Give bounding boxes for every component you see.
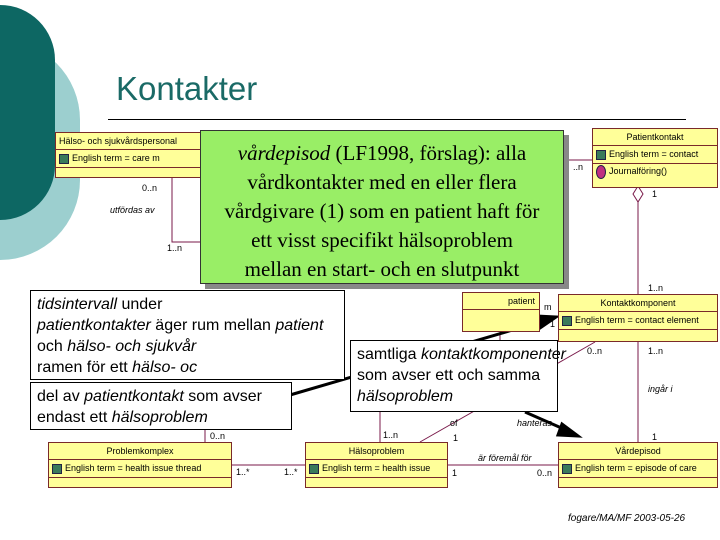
role-label: hanteras: [517, 418, 553, 428]
line-personal-contact: [172, 178, 200, 242]
attribute-icon: [59, 154, 69, 164]
attribute-icon: [596, 150, 606, 160]
class-name: Kontaktkomponent: [559, 295, 717, 312]
class-operation: Journalföring(): [593, 164, 717, 178]
role-label: utfördas av: [110, 205, 155, 215]
class-attribute: English term = care m: [56, 150, 294, 168]
multiplicity: 1..*: [284, 467, 298, 477]
class-problemkomplex[interactable]: [48, 442, 232, 488]
role-label: ingår i: [648, 384, 673, 394]
class-vardepisod[interactable]: [558, 442, 718, 488]
class-name: Hälsoproblem: [306, 443, 447, 460]
multiplicity: 1: [652, 432, 658, 442]
class-attribute: English term = contact: [593, 146, 717, 164]
multiplicity: 1..n: [383, 430, 399, 440]
class-name: Hälso- och sjukvårdspersonal: [56, 133, 294, 150]
class-name: Problemkomplex: [49, 443, 231, 460]
note-tidsintervall: tidsintervall under patientkontakter äger rum mellan patient och hälso- och sjukvår ramen för ett hälso- oc: [30, 290, 345, 380]
multiplicity: 0..n: [587, 346, 603, 356]
multiplicity: 0..n: [210, 431, 226, 441]
multiplicity: 1..n: [167, 243, 183, 253]
attribute-icon: [562, 316, 572, 326]
multiplicity: 1..n: [648, 283, 664, 293]
multiplicity: 1..*: [236, 467, 250, 477]
class-halsoproblem[interactable]: [305, 442, 448, 488]
multiplicity: 0..n: [537, 468, 553, 478]
multiplicity: 1: [550, 319, 556, 329]
role-label: är föremål för: [478, 453, 532, 463]
arrowhead-2: [558, 424, 578, 436]
multiplicity: ..n: [573, 162, 584, 172]
attribute-icon: [309, 464, 319, 474]
class-attribute: English term = contact element: [559, 312, 717, 330]
attribute-icon: [52, 464, 62, 474]
class-patientkontakt[interactable]: [592, 128, 718, 188]
class-name: Vårdepisod: [559, 443, 717, 460]
operation-icon: [596, 165, 606, 179]
multiplicity: 1..n: [648, 346, 664, 356]
class-attribute: English term = health issue thread: [49, 460, 231, 478]
class-attribute: English term = episode of care: [559, 460, 717, 478]
slide-title: Kontakter: [116, 70, 258, 107]
class-attribute: English term = health issue: [306, 460, 447, 478]
multiplicity: 0..n: [142, 183, 158, 193]
class-patient-partial[interactable]: [462, 292, 540, 332]
note-vardepisod-definition: vårdepisod (LF1998, förslag): alla vårdkontakter med en eller flera vårdgivare (1) som en patient haft för ett visst specifikt hälsoproblem mellan en start- och en slutpunkt: [200, 130, 564, 284]
multiplicity: 1: [452, 468, 458, 478]
multiplicity: 1: [652, 189, 658, 199]
class-kontaktkomponent[interactable]: [558, 294, 718, 342]
class-name: patient: [463, 293, 539, 310]
attribute-icon: [562, 464, 572, 474]
multiplicity: 1: [453, 433, 459, 443]
note-vardepisod: samtliga kontaktkomponenter som avser ett och samma hälsoproblem: [350, 340, 558, 412]
aggregation-diamond: [633, 186, 643, 202]
multiplicity: m: [544, 302, 552, 312]
footer-credit: fogare/MA/MF 2003-05-26: [568, 513, 686, 524]
role-label: of: [450, 418, 458, 428]
note-kontaktkomponent: del av patientkontakt som avser endast ett hälsoproblem: [30, 382, 292, 430]
class-name: Patientkontakt: [593, 129, 717, 146]
